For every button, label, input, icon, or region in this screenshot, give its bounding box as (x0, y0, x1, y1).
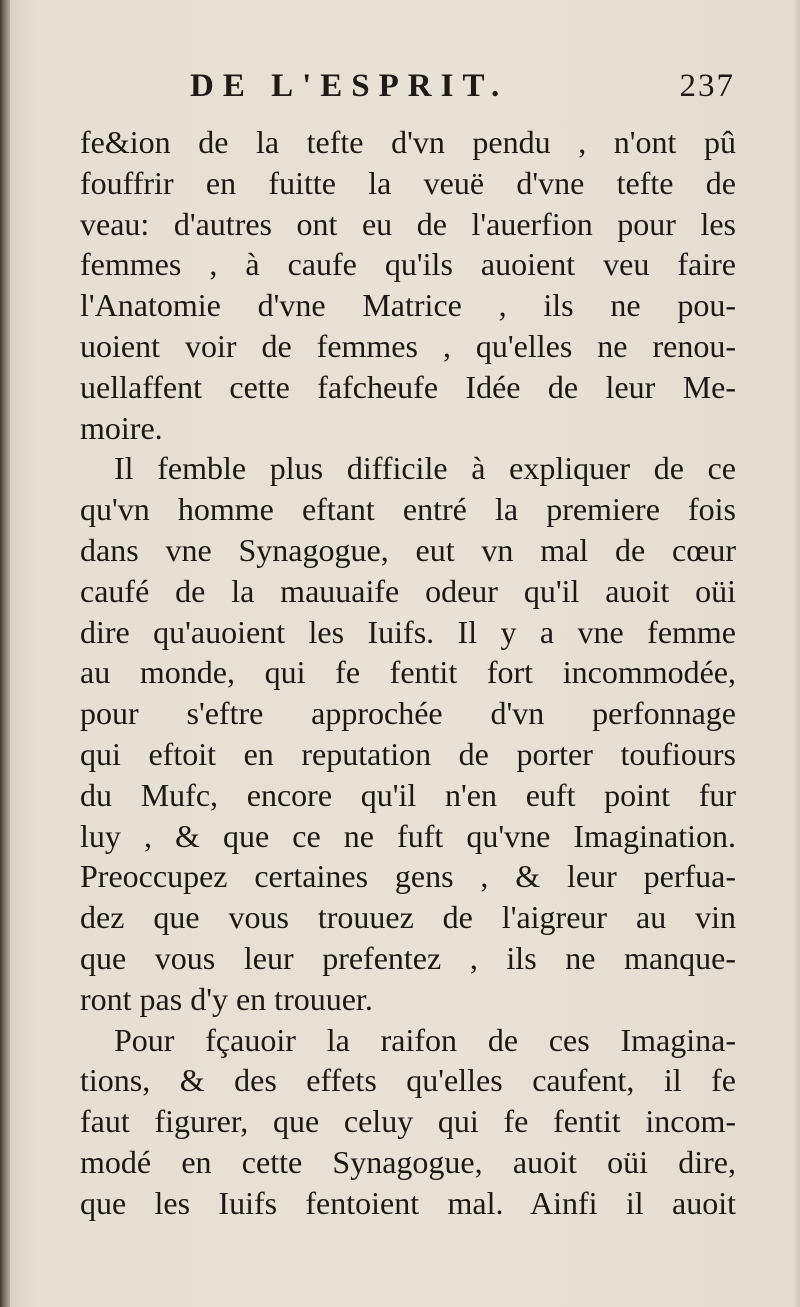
text-line: moire. (80, 409, 163, 446)
page-number: 237 (679, 68, 735, 104)
text-line: au monde, qui fe fentit fort incommodée, (80, 654, 736, 691)
page-header (190, 68, 735, 118)
page-binding-edge (0, 0, 10, 1307)
text-line: tions, & des effets qu'elles caufent, il fe (80, 1062, 736, 1099)
text-line: fe&ion de la tefte d'vn pendu , n'ont pû (80, 124, 736, 160)
text-line: Preoccupez certaines gens , & leur perfua- (80, 858, 736, 895)
text-line: qui eftoit en reputation de porter toufiours (80, 735, 736, 772)
text-line: qu'vn homme eftant entré la premiere fois (80, 491, 736, 528)
text-line: Pour fçauoir la raifon de ces Imagina- (114, 1021, 736, 1058)
page-outer-edge (794, 0, 800, 1307)
text-line: dez que vous trouuez de l'aigreur au vin (80, 899, 736, 936)
text-line: uoient voir de femmes , qu'elles ne renou- (80, 327, 736, 364)
text-line: femmes , à caufe qu'ils auoient veu faire (80, 246, 736, 283)
text-line: luy , & que ce ne fuft qu'vne Imagination. (80, 817, 736, 854)
text-line: pour s'eftre approchée d'vn perfonnage (80, 695, 736, 732)
text-line: fouffrir en fuitte la veuë d'vne tefte de (80, 164, 736, 201)
text-line: faut figurer, que celuy qui fe fentit incom- (80, 1103, 736, 1140)
text-line: veau: d'autres ont eu de l'auerfion pour les (80, 205, 736, 242)
text-line: ront pas d'y en trouuer. (80, 980, 373, 1017)
text-line: caufé de la mauuaife odeur qu'il auoit oüi (80, 572, 736, 609)
text-line: l'Anatomie d'vne Matrice , ils ne pou- (80, 287, 736, 324)
running-title: DE L'ESPRIT. (190, 68, 509, 104)
text-line: modé en cette Synagogue, auoit oüi dire, (80, 1143, 736, 1180)
text-line: du Mufc, encore qu'il n'en euft point fur (80, 776, 736, 813)
text-line: dans vne Synagogue, eut vn mal de cœur (80, 531, 736, 568)
text-line: Il femble plus difficile à expliquer de ce (114, 450, 736, 487)
body-text (80, 122, 736, 1224)
text-line: dire qu'auoient les Iuifs. Il y a vne femme (80, 613, 736, 650)
text-line: que les Iuifs fentoient mal. Ainfi il auoit (80, 1184, 736, 1221)
text-line: uellaffent cette fafcheufe Idée de leur Me- (80, 368, 736, 405)
text-line: que vous leur prefentez , ils ne manque- (80, 939, 736, 976)
